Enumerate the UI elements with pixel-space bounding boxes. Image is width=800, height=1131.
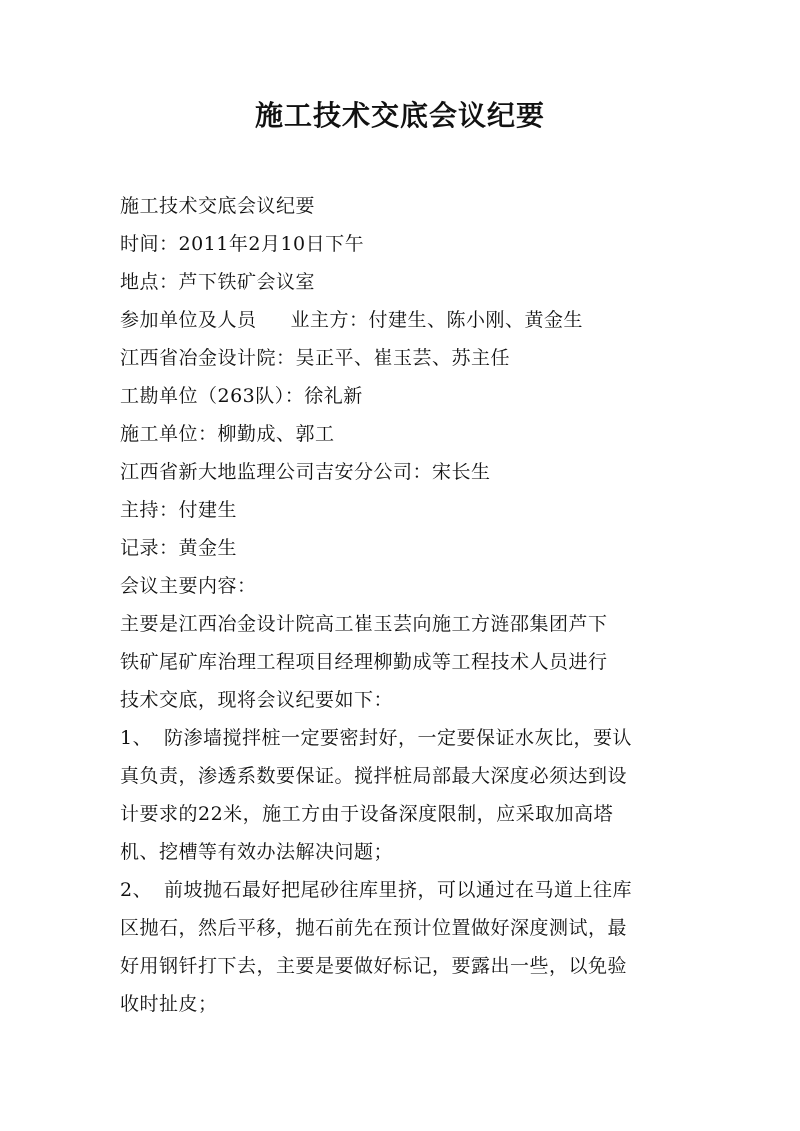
item-2-text: 前坡抛石最好把尾砂往库里挤，可以通过在马道上往库 — [164, 879, 633, 901]
meeting-time: 时间：2011年2月10日下午 — [120, 233, 365, 255]
item-1-line: 真负责，渗透系数要保证。搅拌桩局部最大深度必须达到设 — [120, 765, 628, 787]
intro-line: 技术交底，现将会议纪要如下： — [120, 689, 394, 711]
item-2-line: 收时扯皮； — [120, 993, 218, 1015]
content-label: 会议主要内容： — [120, 575, 257, 597]
item-2-line: 好用钢钎打下去，主要是要做好标记，要露出一些，以免验 — [120, 955, 628, 977]
item-2-line: 区抛石，然后平移，抛石前先在预计位置做好深度测试，最 — [120, 917, 628, 939]
item-1-number: 1、 — [120, 727, 153, 749]
owner-attendees: 业主方：付建生、陈小刚、黄金生 — [290, 309, 584, 331]
item-2-number: 2、 — [120, 879, 153, 901]
attendees-label: 参加单位及人员 — [120, 309, 257, 331]
meeting-recorder: 记录：黄金生 — [120, 537, 238, 559]
item-1-line — [120, 719, 686, 757]
item-1-line: 机、挖槽等有效办法解决问题； — [120, 841, 394, 863]
item-1-text: 防渗墙搅拌桩一定要密封好，一定要保证水灰比，要认 — [164, 727, 633, 749]
item-2-line — [120, 871, 686, 909]
design-institute-attendees: 江西省冶金设计院：吴正平、崔玉芸、苏主任 — [120, 347, 511, 369]
body-heading: 施工技术交底会议纪要 — [120, 195, 316, 217]
meeting-place: 地点：芦下铁矿会议室 — [120, 271, 316, 293]
construction-unit-attendees: 施工单位：柳勤成、郭工 — [120, 423, 335, 445]
document-title: 施工技术交底会议纪要 — [254, 99, 545, 132]
supervisor-attendees: 江西省新大地监理公司吉安分公司：宋长生 — [120, 461, 491, 483]
survey-unit-attendees: 工勘单位（263队）：徐礼新 — [120, 385, 363, 407]
meeting-host: 主持：付建生 — [120, 499, 238, 521]
attendees-line — [120, 301, 686, 339]
document-body — [120, 187, 686, 1023]
intro-line: 铁矿尾矿库治理工程项目经理柳勤成等工程技术人员进行 — [120, 651, 608, 673]
intro-line: 主要是江西冶金设计院高工崔玉芸向施工方涟邵集团芦下 — [120, 613, 608, 635]
item-1-line: 计要求的22米，施工方由于设备深度限制，应采取加高塔 — [120, 803, 614, 825]
